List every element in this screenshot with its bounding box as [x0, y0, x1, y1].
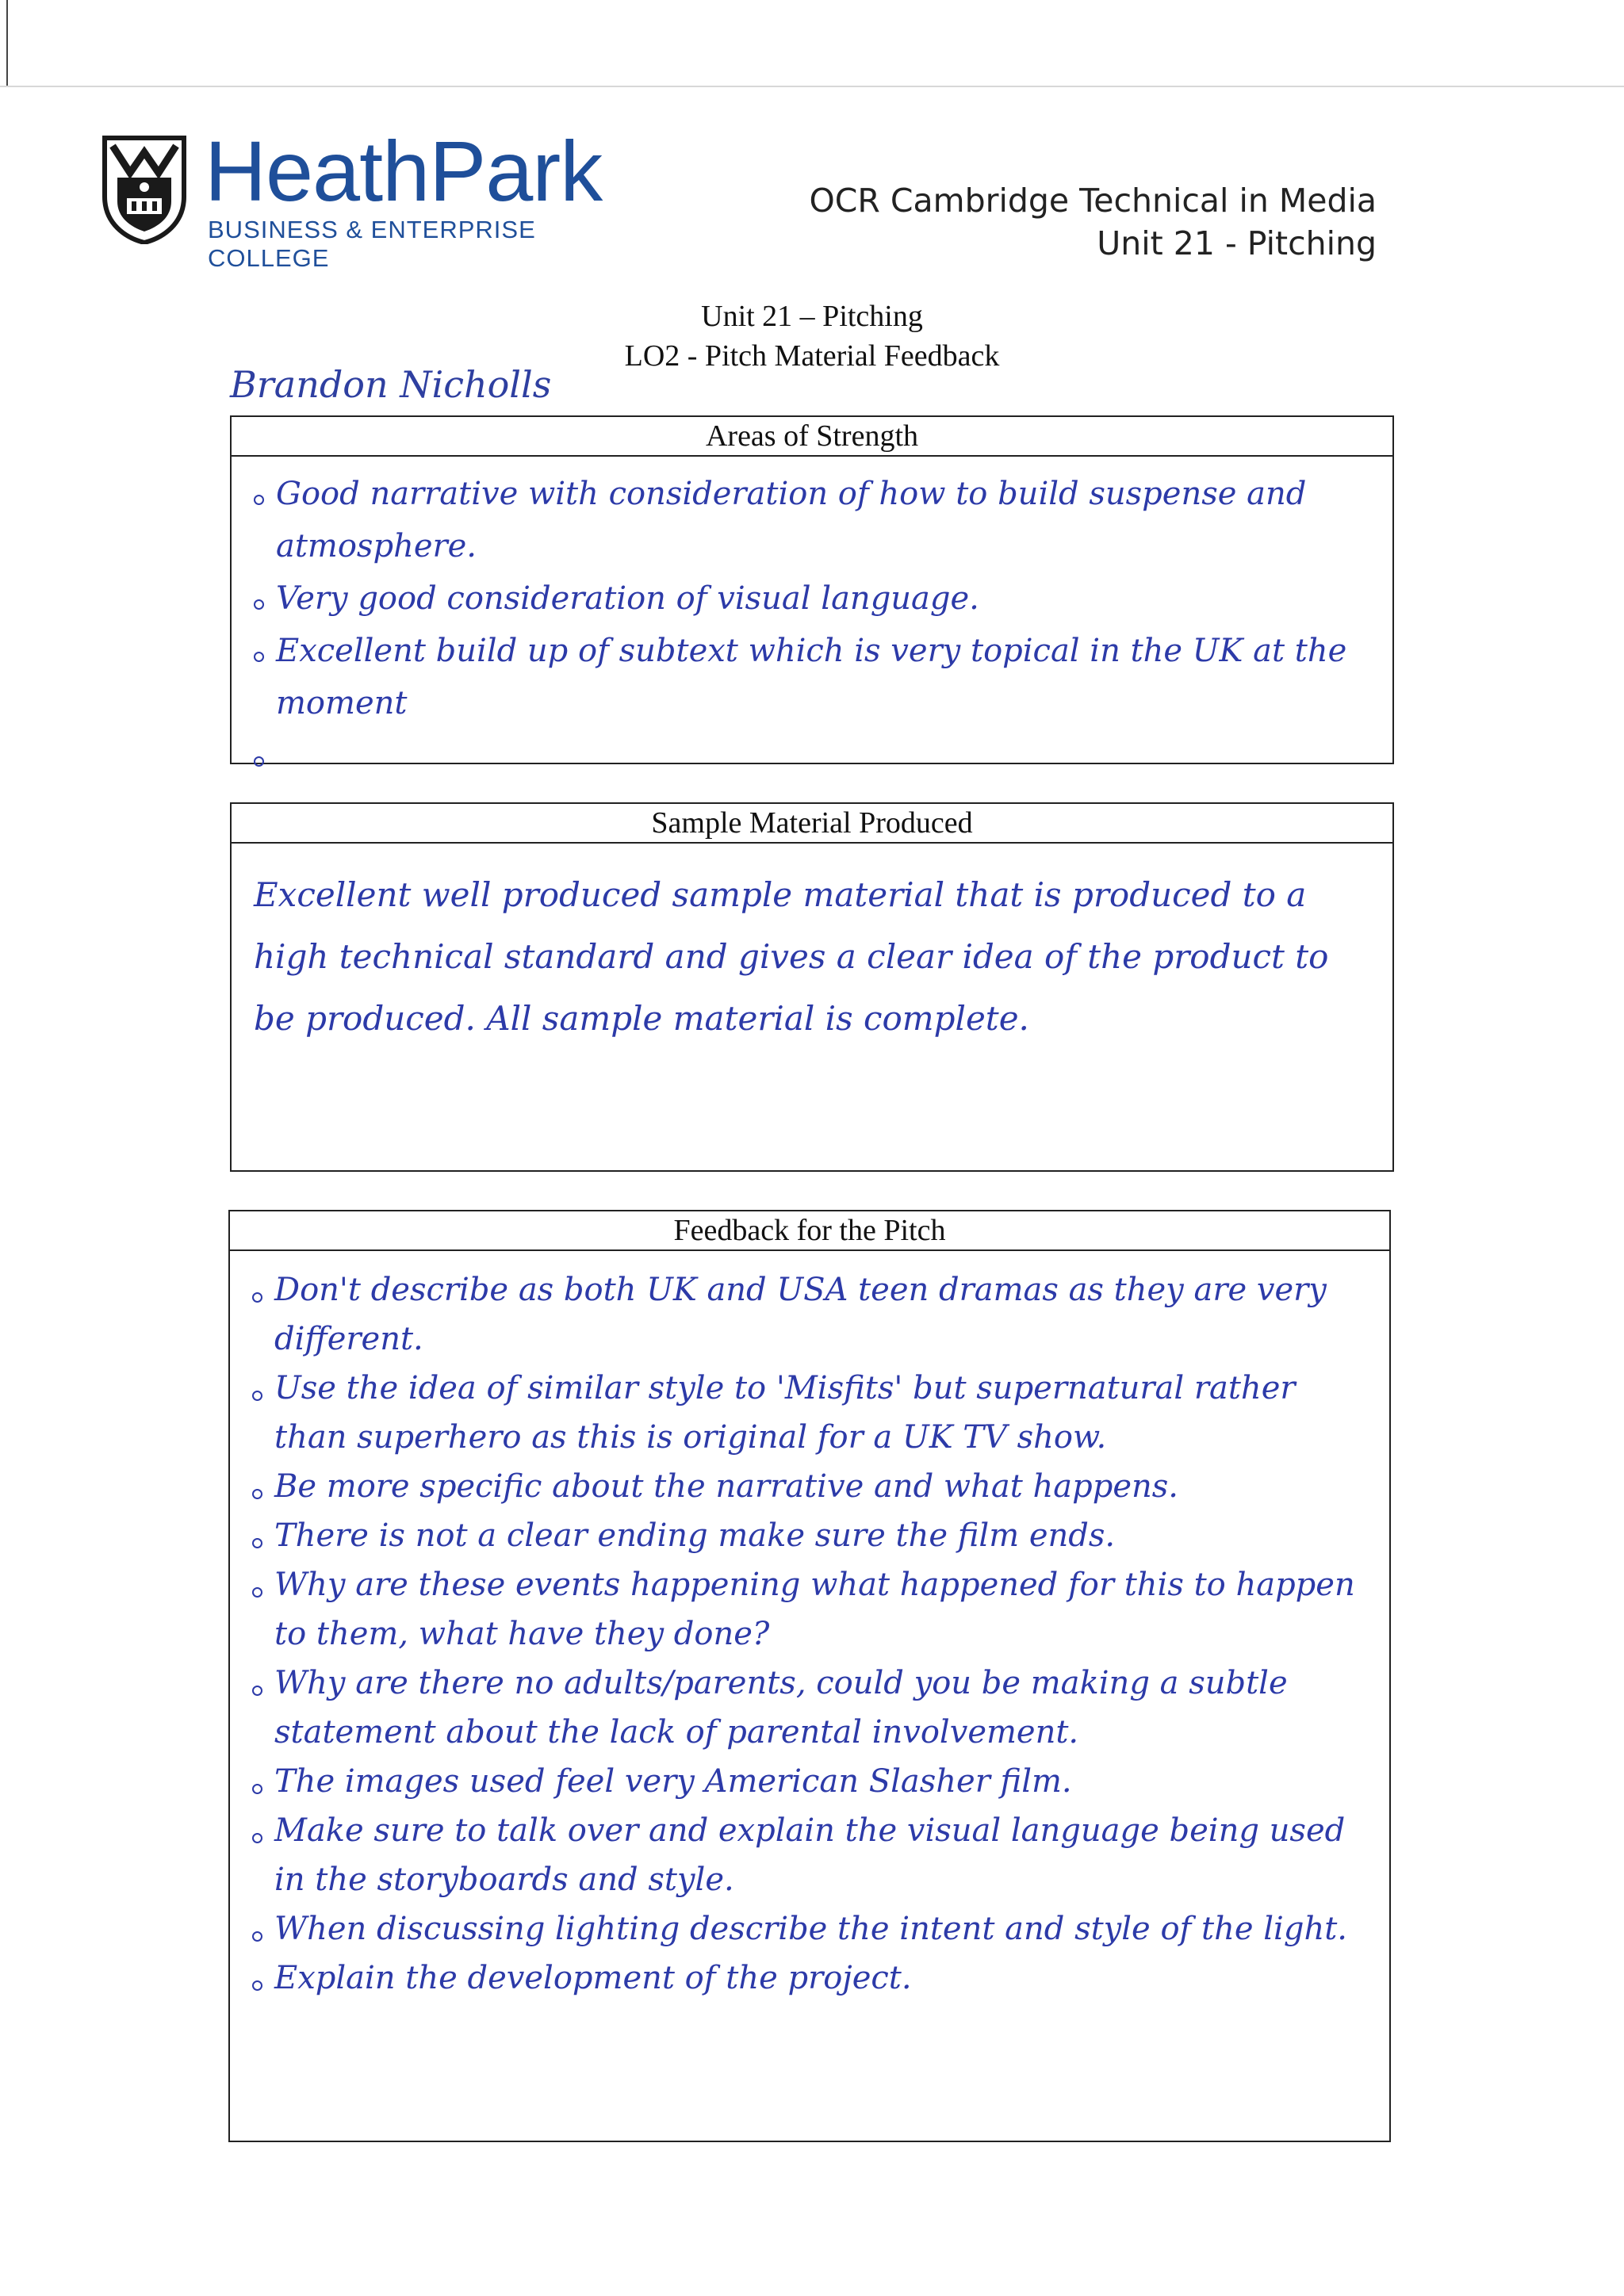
pitch-feedback-heading: Feedback for the Pitch — [230, 1211, 1389, 1251]
scan-corner-mark — [0, 0, 8, 87]
feedback-list — [252, 1265, 1367, 2003]
areas-of-strength-heading: Areas of Strength — [232, 417, 1392, 457]
list-item: Good narrative with consideration of how to build suspense and atmosphere. — [254, 468, 1370, 572]
list-item: Why are these events happening what happened for this to happen to them, what have they done? — [252, 1560, 1367, 1659]
course-line: OCR Cambridge Technical in Media — [809, 182, 1377, 220]
student-name: Brandon Nicholls — [230, 363, 552, 406]
title-line-1: Unit 21 – Pitching — [701, 300, 923, 333]
unit-line: Unit 21 - Pitching — [1097, 224, 1377, 262]
list-item: The images used feel very American Slasher film. — [252, 1757, 1367, 1806]
list-item: When discussing lighting describe the intent and style of the light. — [252, 1904, 1367, 1954]
logo-subtitle: BUSINESS & ENTERPRISE COLLEGE — [208, 216, 536, 272]
list-item: Make sure to talk over and explain the visual language being used in the storyboards and style. — [252, 1806, 1367, 1904]
list-item — [254, 729, 1370, 775]
college-logo — [102, 123, 657, 272]
course-header — [809, 179, 1377, 265]
strength-list — [254, 468, 1370, 775]
list-item: Very good consideration of visual language. — [254, 572, 1370, 625]
sample-material-heading: Sample Material Produced — [232, 804, 1392, 844]
title-line-2: LO2 - Pitch Material Feedback — [624, 339, 1000, 373]
list-item: Explain the development of the project. — [252, 1954, 1367, 2003]
list-item: Why are there no adults/parents, could you be making a subtle statement about the lack of parental involvement. — [252, 1659, 1367, 1757]
areas-of-strength-box — [230, 415, 1394, 764]
list-item: Use the idea of similar style to 'Misfits' but supernatural rather than superhero as this is original for a UK TV show. — [252, 1364, 1367, 1462]
sample-material-text: Excellent well produced sample material that is produced to a high technical standard and gives a clear idea of the product to be produced. All sample material is complete. — [254, 875, 1329, 1038]
list-item: Don't describe as both UK and USA teen dramas as they are very different. — [252, 1265, 1367, 1364]
list-item: Excellent build up of subtext which is very topical in the UK at the moment — [254, 625, 1370, 729]
pitch-feedback-box — [228, 1210, 1391, 2142]
scan-edge-line — [0, 86, 1624, 87]
sample-material-box — [230, 802, 1394, 1172]
list-item: Be more specific about the narrative and what happens. — [252, 1462, 1367, 1511]
college-crest-icon — [102, 135, 187, 244]
logo-name: HeathPark — [205, 123, 603, 219]
list-item: There is not a clear ending make sure the film ends. — [252, 1511, 1367, 1560]
